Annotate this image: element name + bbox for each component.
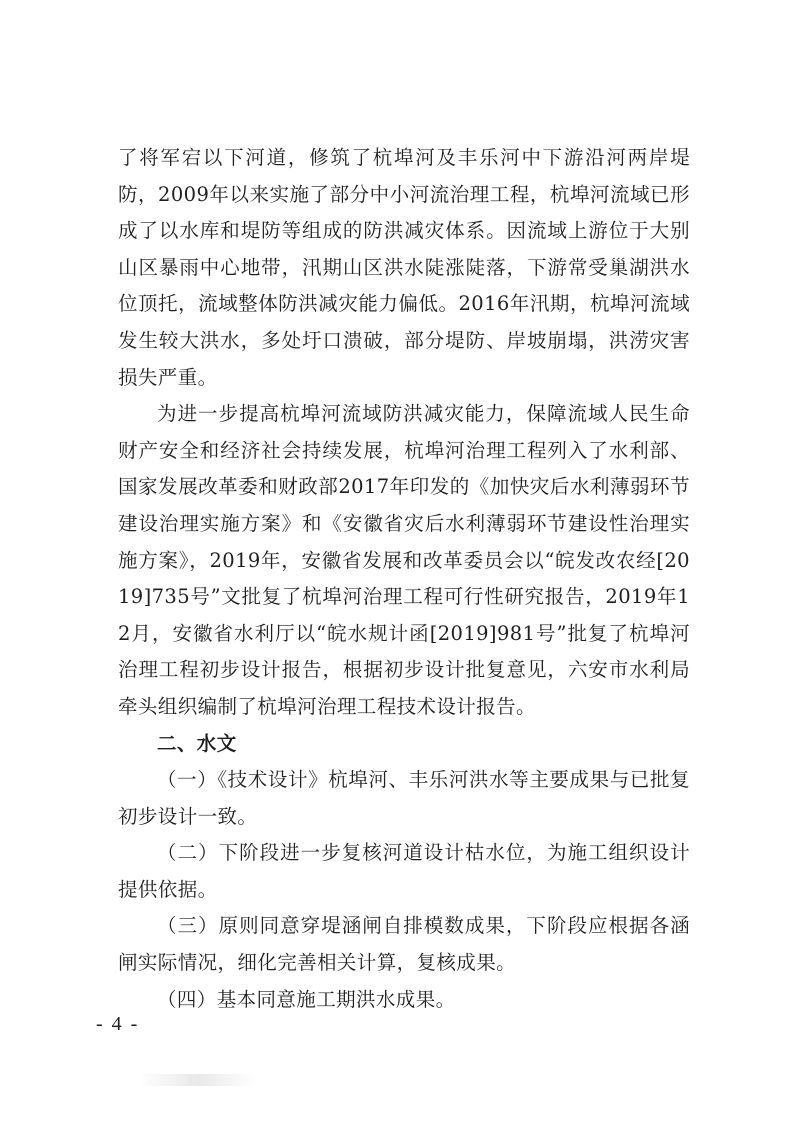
page-number: - 4 - <box>96 1013 140 1035</box>
section-heading-hydrology: 二、水文 <box>157 731 237 755</box>
document-body <box>118 140 690 1018</box>
list-item-4: （四）基本同意施工期洪水成果。 <box>157 987 456 1011</box>
list-item-1: （一）《技术设计》杭埠河、丰乐河洪水等主要成果与已批复初步设计一致。 <box>118 768 690 828</box>
list-item-2: （二）下阶段进一步复核河道设计枯水位，为施工组织设计提供依据。 <box>118 841 690 901</box>
paragraph-project-background: 为进一步提高杭埠河流域防洪减灾能力，保障流域人民生命财产安全和经济社会持续发展，杭埠河治理工程列入了水利部、国家发展改革委和财政部2017年印发的《加快灾后水利薄弱环节建设治理实施方案》和《安徽省灾后水利薄弱环节建设性治理实施方案》，2019年，安徽省发展和改革委员会以“皖发改农经[2019]735号”文批复了杭埠河治理工程可行性研究报告，2019年12月，安徽省水利厅以“皖水规计函[2019]981号”批复了杭埠河治理工程初步设计报告，根据初步设计批复意见，六安市水利局牵头组织编制了杭埠河治理工程技术设计报告。 <box>118 402 690 718</box>
list-item-3: （三）原则同意穿堤涵闸自排模数成果，下阶段应根据各涵闸实际情况，细化完善相关计算，复核成果。 <box>118 914 690 975</box>
paragraph-continuation: 了将军宕以下河道，修筑了杭埠河及丰乐河中下游沿河两岸堤防，2009年以来实施了部分中小河流治理工程，杭埠河流域已形成了以水库和堤防等组成的防洪减灾体系。因流域上游位于大别山区暴雨中心地带，汛期山区洪水陡涨陡落，下游常受巢湖洪水位顶托，流域整体防洪减灾能力偏低。2016年汛期，杭埠河流域发生较大洪水，多处圩口溃破，部分堤防、岸坡崩塌，洪涝灾害损失严重。 <box>118 146 690 389</box>
scan-artifact <box>140 1074 255 1086</box>
